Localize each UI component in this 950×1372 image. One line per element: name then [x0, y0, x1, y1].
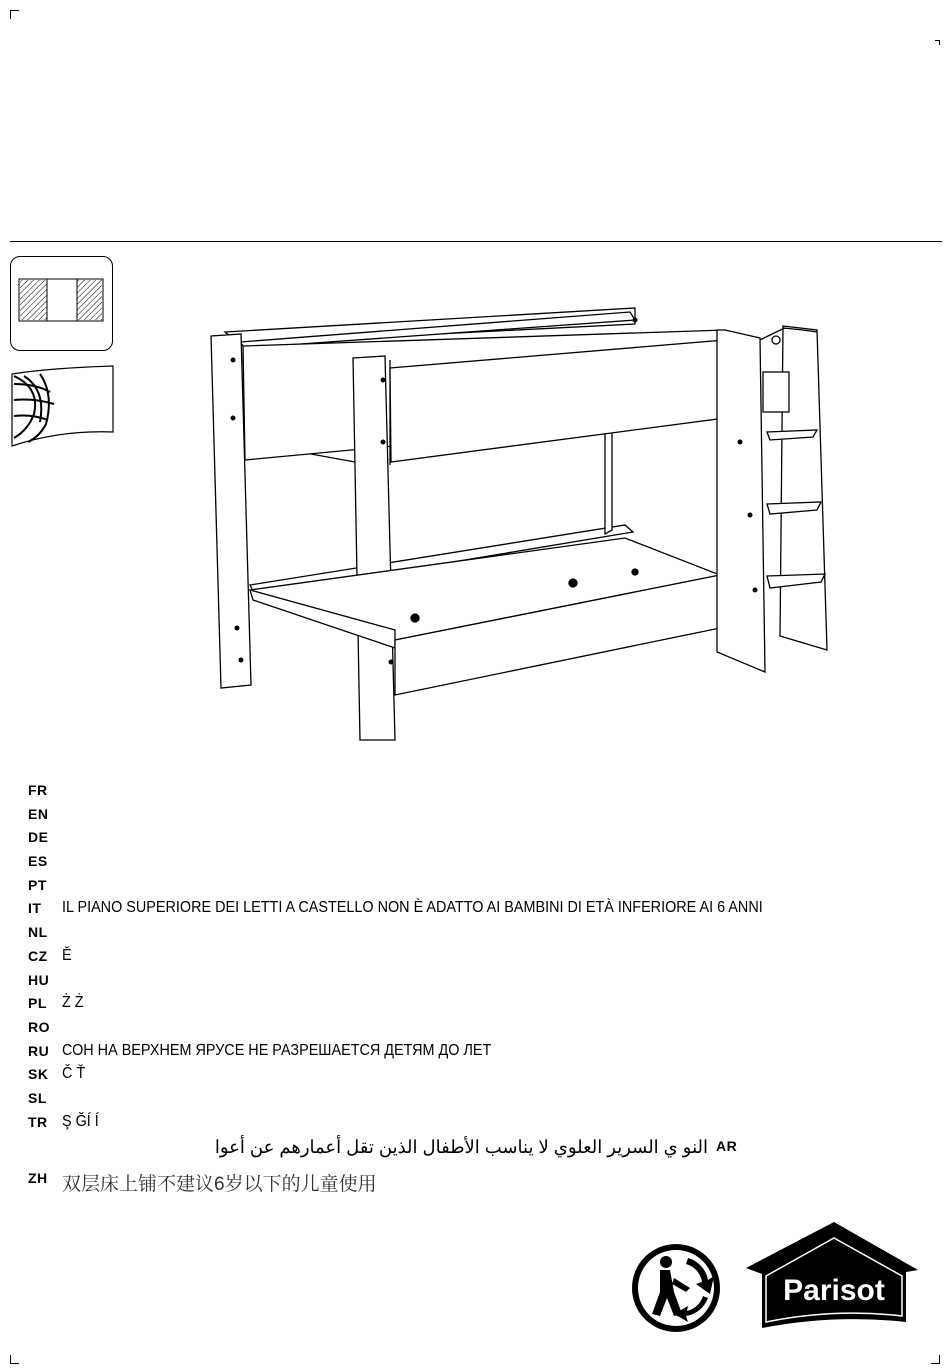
warning-row-sk	[28, 1064, 928, 1088]
warning-row-pt	[28, 875, 928, 899]
wood-panel-icon	[10, 256, 113, 351]
crop-mark	[10, 1355, 19, 1364]
crop-mark	[935, 40, 940, 45]
warning-row-sl	[28, 1088, 928, 1112]
warning-row-cz	[28, 946, 928, 970]
warning-text: Ě	[62, 946, 72, 964]
language-code: ES	[28, 853, 48, 870]
language-code: RO	[28, 1018, 50, 1035]
warning-text: Ż Ż	[62, 994, 84, 1012]
warning-row-hu	[28, 970, 928, 994]
warning-row-zh	[28, 1168, 928, 1195]
warning-row-nl	[28, 922, 928, 946]
warning-text: СОН НА ВЕРХНЕМ ЯРУСЕ НЕ РАЗРЕШАЕТСЯ ДЕТЯМ ДО ЛЕТ	[62, 1041, 492, 1059]
footer-logos	[630, 1218, 920, 1338]
language-code: NL	[28, 924, 48, 941]
language-code: SK	[28, 1066, 49, 1083]
warning-row-pl	[28, 993, 928, 1017]
language-code: EN	[28, 805, 49, 822]
language-code: DE	[28, 829, 49, 846]
language-code: CZ	[28, 947, 48, 964]
language-code: SL	[28, 1089, 47, 1106]
crop-mark	[10, 10, 19, 19]
warning-text: IL PIANO SUPERIORE DEI LETTI A CASTELLO NON È ADATTO AI BAMBINI DI ETÀ INFERIORE AI 6 ANNI	[62, 899, 763, 917]
warning-row-en	[28, 804, 928, 828]
warning-row-de	[28, 827, 928, 851]
warning-row-fr	[28, 780, 928, 804]
warning-row-ru	[28, 1041, 928, 1065]
language-code: RU	[28, 1042, 50, 1059]
language-code: PL	[28, 995, 47, 1012]
warning-text: Č Ť	[62, 1065, 86, 1083]
age-warning-list	[28, 780, 928, 1135]
bunk-bed-illustration	[205, 300, 845, 750]
language-code: ZH	[28, 1169, 48, 1186]
globe-icon	[10, 364, 114, 448]
warning-row-ro	[28, 1017, 928, 1041]
warning-row-es	[28, 851, 928, 875]
parisot-house-logo	[742, 1218, 922, 1338]
language-code: HU	[28, 971, 50, 988]
brand-name: Parisot	[783, 1274, 885, 1307]
warning-text: Ş ĞÍ Í	[62, 1112, 99, 1130]
language-code: FR	[28, 782, 48, 798]
warning-text: 双层床上铺不建议6岁以下的儿童使用	[62, 1173, 377, 1195]
age-warning-extra	[28, 1136, 928, 1195]
warning-text: النو ي السرير العلوي لا يناسب الأطفال الذين تقل أعمارهم عن أعوا	[214, 1137, 708, 1157]
language-code: IT	[28, 900, 42, 917]
header-rule	[10, 241, 942, 242]
warning-row-it	[28, 898, 928, 922]
language-code: TR	[28, 1113, 48, 1130]
warning-row-tr	[28, 1112, 928, 1136]
crop-mark	[931, 1355, 940, 1364]
warning-row-ar	[28, 1136, 928, 1160]
language-code: PT	[28, 876, 47, 893]
language-code: AR	[716, 1138, 738, 1154]
